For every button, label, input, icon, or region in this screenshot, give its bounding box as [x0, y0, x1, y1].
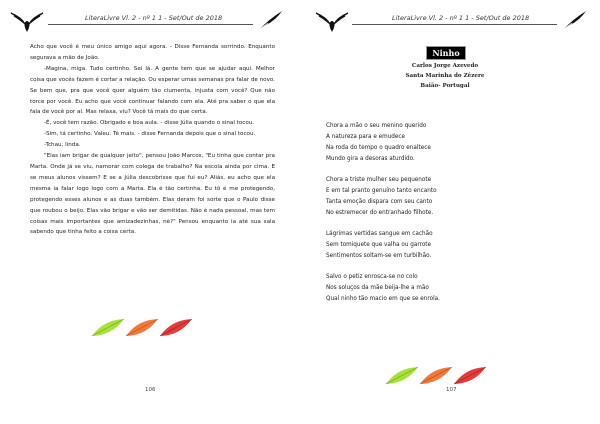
author-location: Santa Marinha do Zêzere [405, 73, 485, 79]
header-title: LiteraLivre Vl. 2 - nº 1 1 - Set/Out de 2018 [85, 14, 223, 22]
poem-line: Qual ninho tão macio em que se enrola. [326, 296, 440, 302]
poem-stanza [326, 175, 526, 219]
bird-logo-icon [10, 10, 44, 32]
story-paragraph: -É, você tem razão. Obrigado e boa aula. - disse Júlia quando o sinal tocou. [44, 120, 255, 127]
left-page-header [0, 10, 300, 30]
story-paragraph: -Tchau, linda. [44, 142, 81, 149]
story-paragraph: Acho que você é meu único amigo aqui agora. - Disse Fernanda sorrindo. Enquanto segurava a mão de João. [30, 44, 275, 61]
poem-title: Ninho [432, 48, 460, 58]
poem-line: E em tal pranto genuíno tanto encanto [326, 188, 437, 194]
right-page-header [300, 10, 600, 30]
header-title: LiteraLivre Vl. 2 - nº 1 1 - Set/Out de 2018 [392, 14, 530, 22]
poem-line: Sem tomiquete que valha ou garrote [326, 242, 432, 248]
header-rule [352, 24, 557, 25]
poem-stanza [326, 229, 526, 262]
poem-line: Mundo gira a desoras aturdido. [326, 156, 415, 162]
poem-line: Na roda do tempo o quadro enaltece [326, 145, 431, 151]
poem-stanza [326, 272, 526, 305]
bird-logo-icon [315, 10, 349, 32]
poem-line: Lágrimas vertidas sangue em cachão [326, 231, 433, 237]
story-paragraph: -Sim, tá certinho. Valeu. Té mais. - disse Fernanda depois que o sinal tocou. [44, 131, 256, 138]
poem-line: A natureza para e emudece [326, 134, 406, 140]
header-rule [48, 24, 253, 25]
page-number: 107 [446, 387, 457, 393]
quill-pen-icon [258, 10, 284, 30]
author-name: Carlos Jorge Azevedo [411, 63, 479, 69]
poem-line: Sentimentos soltam-se em turbilhão. [326, 253, 432, 259]
poem-line: Chora a triste mulher seu pequenote [326, 177, 432, 183]
story-text [30, 42, 275, 238]
poem-line: No estremecer do entranhado filhote. [326, 210, 434, 216]
poem-line: Chora a mão o seu menino querido [326, 123, 427, 129]
poem-line: Salvo o petiz enrosca-se no colo [326, 274, 418, 280]
poem-body [326, 121, 526, 315]
poem-title-box [426, 46, 466, 60]
story-paragraph: "Elas iam brigar de qualquer jeito", pensou João Marcos, "Eu tinha que contar pra Marta. Onde já se viu, namorar com colega de trabalho? Na escola ainda por cima. E se meus alunos vissem? E se a Júlia descobrisse que fui eu? Aliás, eu acho que ela mesma ia falar logo logo com a Marta. Ela é tão certinha. Eu tô é me protegendo, protegendo esses alunos e as duas também. Elas deram foi sorte que o Paulo disse que roubou o beijo. Elas vão brigar e vão ser demitidas. Não é nada pessoal, mas tem coisas mais importantes que amizadezinhas, né?" Pensou enquanto ia até sua sala sabendo que tinha feito a coisa certa. [30, 153, 275, 236]
poem-stanza [326, 121, 526, 165]
colored-feathers-icon [384, 346, 494, 388]
poem-line: Nos soluços da mãe beija-lhe a mão [326, 285, 429, 291]
story-paragraph: -Magina, miga. Tudo certinho. Sei lá. A gente tem que se ajudar aqui. Melhor coisa que vocês fazem é cortar a relação. Ou esperar umas semanas pra falar de novo. Se bem que, pra que você quer alguém tão ciumenta, injusta com você? Que não torce por você. Eu acho que você continuar falando com ela. Até pra saber o que ela fala de você por aí. Mas relaxa, viu? Você tá mais do que certa. [30, 65, 275, 116]
author-country: Baião- Portugal [420, 83, 470, 89]
colored-feathers-icon [90, 298, 200, 340]
page-number: 106 [145, 387, 156, 393]
quill-pen-icon [562, 10, 588, 30]
poem-line: Tanta emoção dispara com seu canto [326, 199, 433, 205]
